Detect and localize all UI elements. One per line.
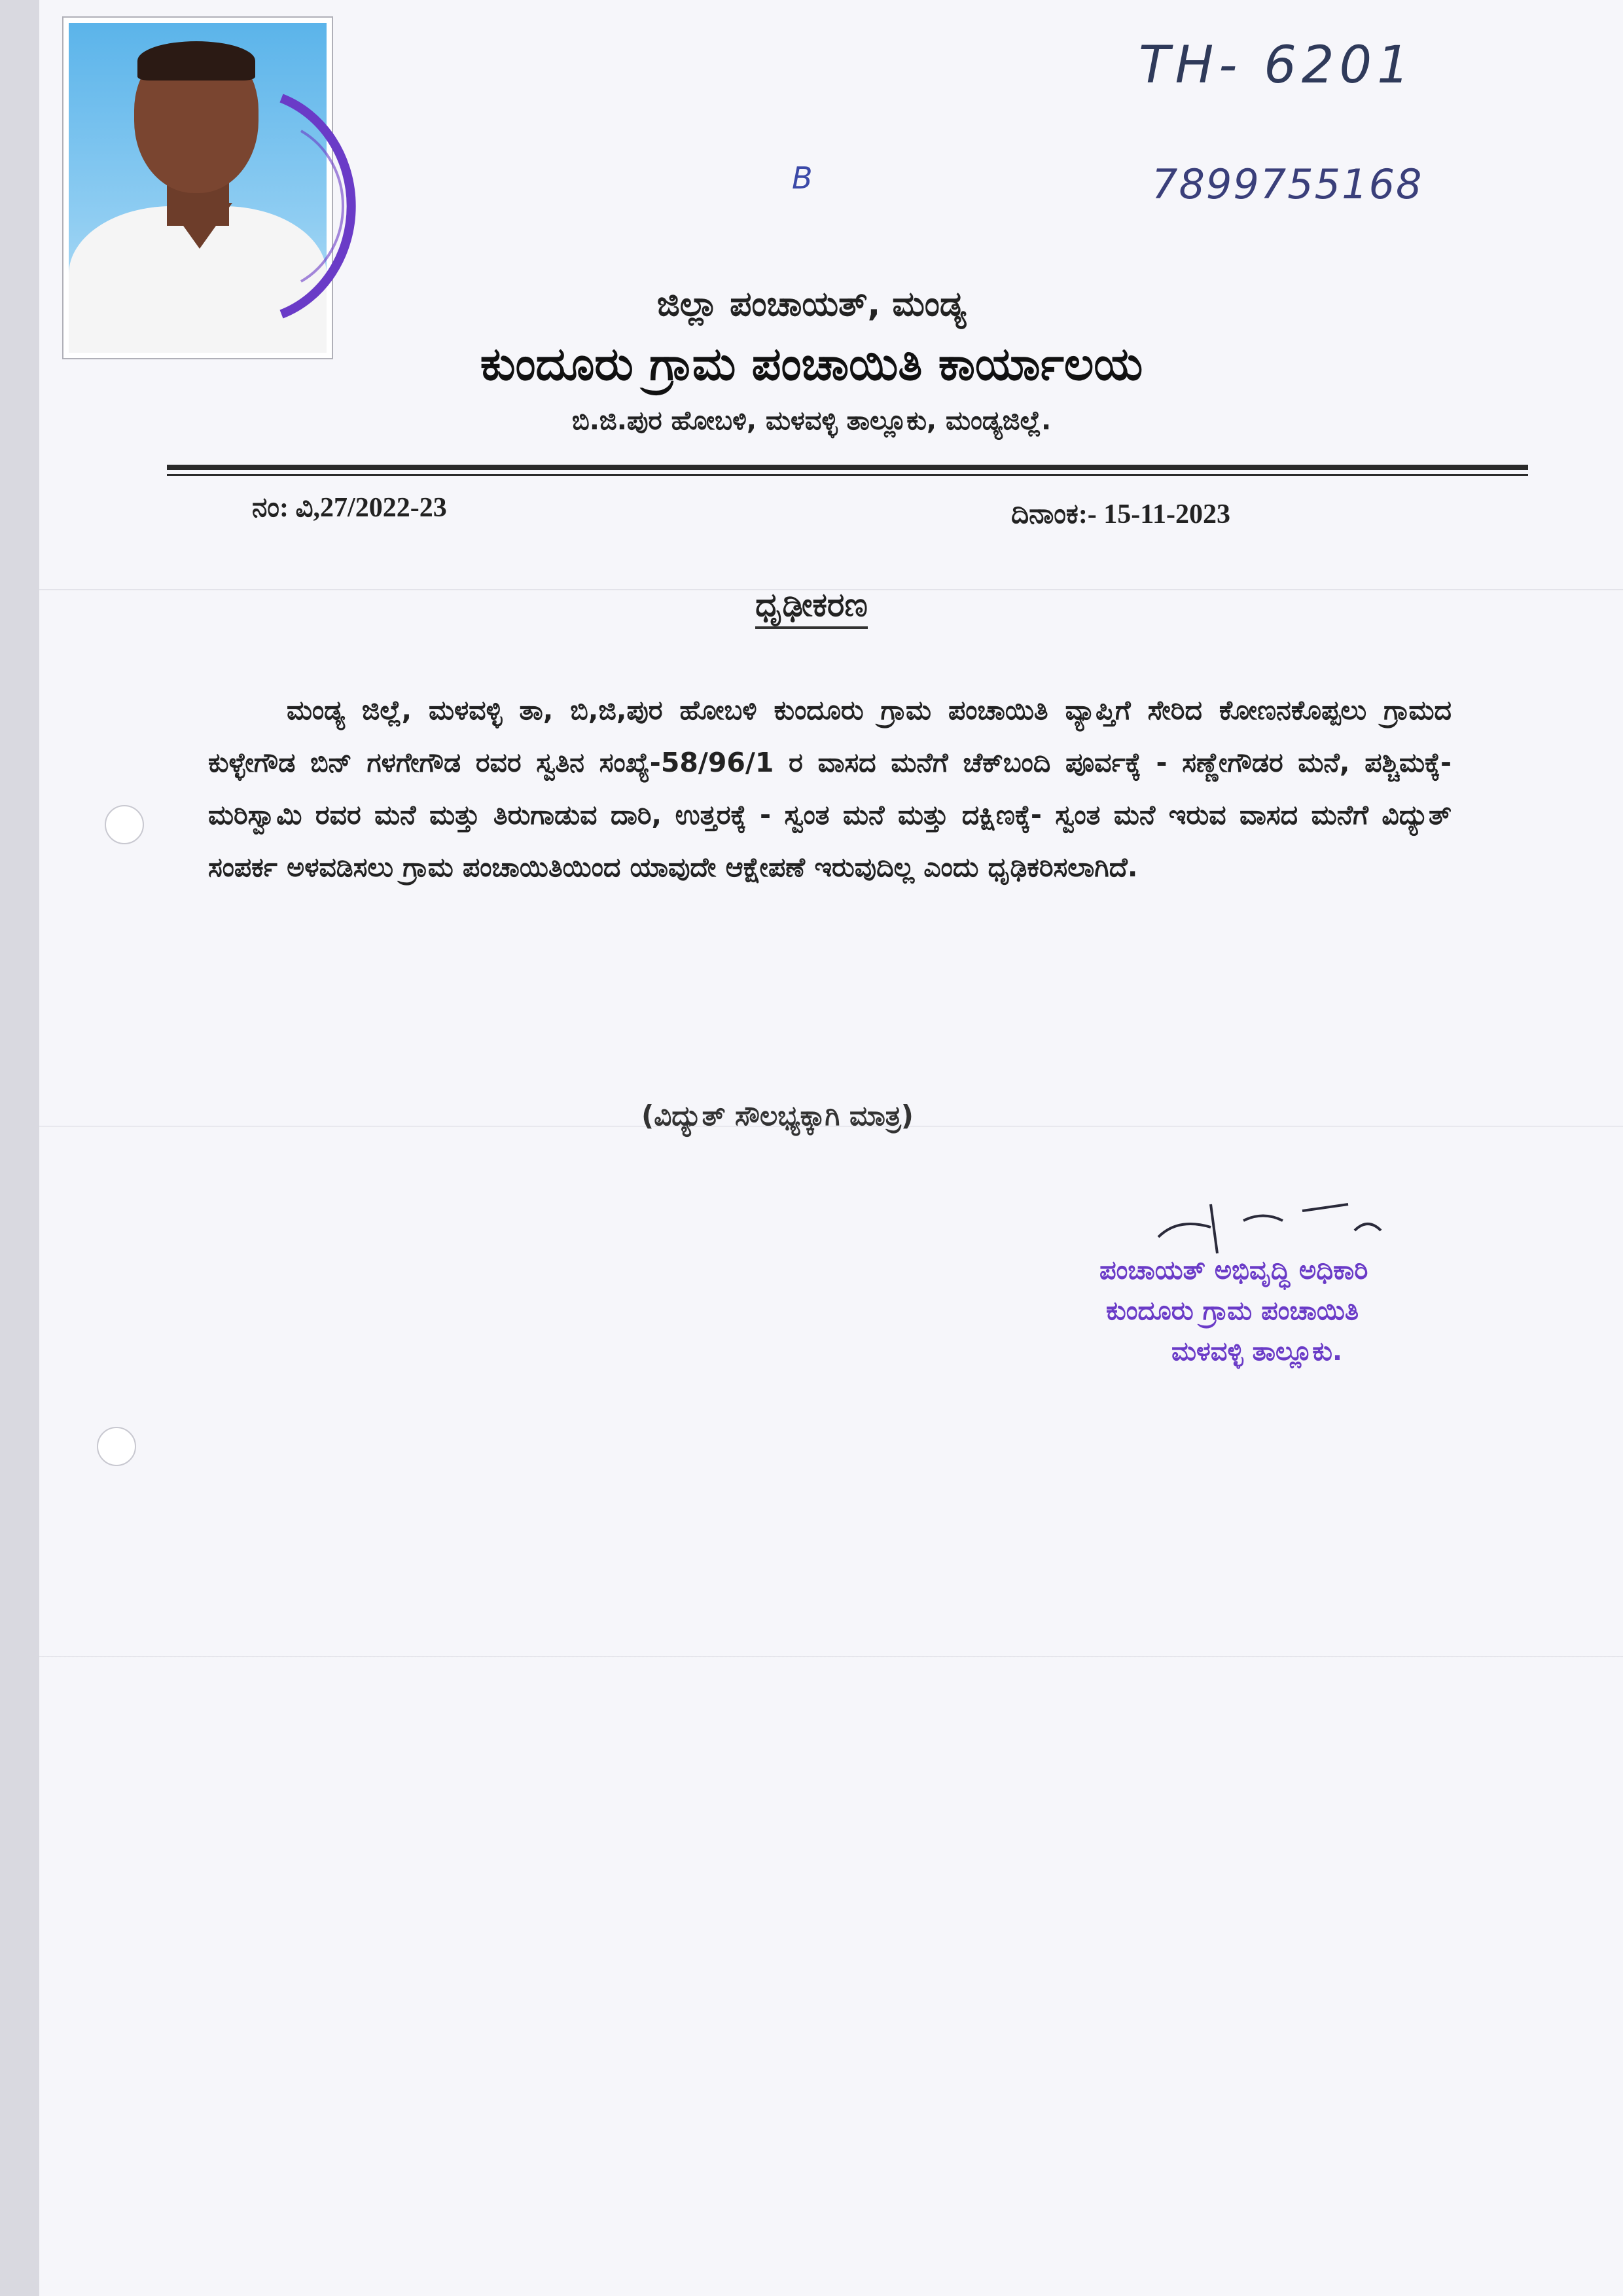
letterhead-office: ಕುಂದೂರು ಗ್ರಾಮ ಪಂಚಾಯಿತಿ ಕಾರ್ಯಾಲಯ (480, 337, 1143, 391)
handwritten-file-code: TH- 6201 (1139, 36, 1415, 95)
document-title-text: ಧೃಢೀಕರಣ (755, 586, 868, 629)
seal-line-2: ಕುಂದೂರು ಗ್ರಾಮ ಪಂಚಾಯಿತಿ (1106, 1296, 1359, 1326)
letterhead-address: ಬಿ.ಜಿ.ಪುರ ಹೋಬಳಿ, ಮಳವಳ್ಳಿ ತಾಲ್ಲೂಕು, ಮಂಡ್ಯಜಿಲ್ಲೆ. (571, 406, 1052, 436)
letterhead-divider-thin (167, 474, 1528, 476)
seal-line-3: ಮಳವಳ್ಳಿ ತಾಲ್ಲೂಕು. (1171, 1336, 1343, 1367)
letterhead-district: ಜಿಲ್ಲಾ ಪಂಚಾಯತ್, ಮಂಡ್ಯ (656, 285, 967, 324)
handwritten-mark: B (792, 160, 813, 196)
reference-number: ನಂ: ವಿ,27/2022-23 (252, 493, 447, 523)
punch-hole-bottom (97, 1427, 136, 1466)
handwritten-phone-number: 7899755168 (1152, 160, 1423, 208)
usage-note: (ವಿದ್ಯುತ್ ಸೌಲಭ್ಯಕ್ಕಾಗಿ ಮಾತ್ರ) (641, 1100, 914, 1132)
punch-hole-top (105, 805, 144, 844)
officer-seal (1099, 1250, 1571, 1372)
letterhead-divider (167, 465, 1528, 470)
seal-line-1: ಪಂಚಾಯತ್ ಅಭಿವೃದ್ಧಿ ಅಧಿಕಾರಿ (1099, 1255, 1368, 1285)
document-title (0, 586, 1623, 624)
certificate-body: ಮಂಡ್ಯ ಜಿಲ್ಲೆ, ಮಳವಳ್ಳಿ ತಾ, ಬಿ,ಜಿ,ಪುರ ಹೋಬಳಿ ಕುಂದೂರು ಗ್ರಾಮ ಪಂಚಾಯಿತಿ ವ್ಯಾಪ್ತಿಗೆ ಸೇರಿದ ಕೋಣನಕೊಪ್ಪಲು ಗ್ರಾಮದ ಕುಳ್ಳೇಗೌಡ ಬಿನ್ ಗಳಗೇಗೌಡ ರವರ ಸ್ವತಿನ ಸಂಖ್ಯೆ-58/96/1 ರ ವಾಸದ ಮನೆಗೆ ಚೆಕ್‌ಬಂದಿ ಪೂರ್ವಕ್ಕೆ - ಸಣ್ಣೇಗೌಡರ ಮನೆ, ಪಶ್ಚಿಮಕ್ಕೆ-ಮರಿಸ್ವಾಮಿ ರವರ ಮನೆ ಮತ್ತು ತಿರುಗಾಡುವ ದಾರಿ, ಉತ್ತರಕ್ಕೆ - ಸ್ವಂತ ಮನೆ ಮತ್ತು ದಕ್ಷಿಣಕ್ಕೆ- ಸ್ವಂತ ಮನೆ ಇರುವ ವಾಸದ ಮನೆಗೆ ವಿದ್ಯುತ್ ಸಂಪರ್ಕ ಅಳವಡಿಸಲು ಗ್ರಾಮ ಪಂಚಾಯಿತಿಯಿಂದ ಯಾವುದೇ ಆಕ್ಷೇಪಣೆ ಇರುವುದಿಲ್ಲ ಎಂದು ಧೃಢಿಕರಿಸಲಾಗಿದೆ. (208, 694, 1452, 883)
document-date: ದಿನಾಂಕ:- 15-11-2023 (1011, 499, 1230, 529)
